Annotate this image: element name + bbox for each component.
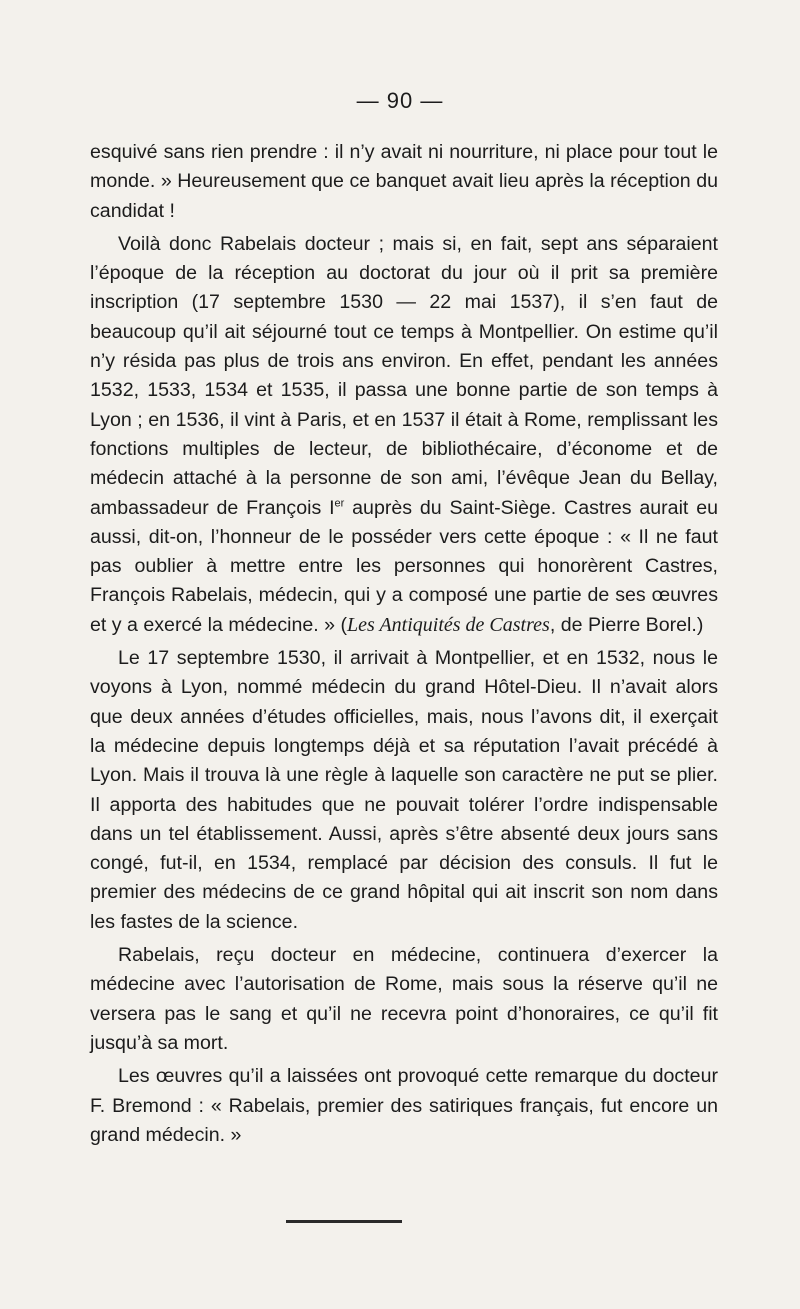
paragraph-2 bbox=[90, 230, 718, 640]
end-rule-divider bbox=[286, 1220, 402, 1223]
ordinal-superscript: er bbox=[334, 497, 345, 510]
book-title-italic: Les Antiquités de Castres bbox=[347, 613, 550, 636]
paragraph-3: Le 17 septembre 1530, il arrivait à Montpellier, et en 1532, nous le voyons à Lyon, nommé médecin du grand Hôtel-Dieu. Il n’avait alors que deux années d’études officielles, mais, nous l’avons dit, il exerçait la médecine depuis longtemps déjà et sa réputation l’avait précédé à Lyon. Mais il trouva là une règle à laquelle son caractère ne put se plier. Il apporta des habitudes que ne pouvait tolérer l’ordre indispensable dans un tel établissement. Aussi, après s’être absenté deux jours sans congé, fut-il, en 1534, remplacé par décision des consuls. Il fut le premier des médecins de ce grand hôpital qui ait inscrit son nom dans les fastes de la science. bbox=[90, 647, 718, 933]
paragraph-2-text: Voilà donc Rabelais docteur ; mais si, en fait, sept ans séparaient l’époque de la réception au doctorat du jour où il prit sa première inscription (17 septembre 1530 — 22 mai 1537), il s’en faut de beaucoup qu’il ait séjourné tout ce temps à Montpellier. On estime qu’il n’y résida pas plus de trois ans environ. En effet, pendant les années 1532, 1533, 1534 et 1535, il passa une bonne partie de son temps à Lyon ; en 1536, il vint à Paris, et en 1537 il était à Rome, remplissant les fonctions multiples de lecteur, de bibliothécaire, d’économe et de médecin attaché à la personne de son ami, l’évêque Jean du Bellay, ambassadeur de François I bbox=[90, 232, 718, 519]
paragraph-4: Rabelais, reçu docteur en médecine, continuera d’exercer la médecine avec l’autorisation de Rome, mais sous la réserve qu’il ne versera pas le sang et qu’il ne recevra point d’honoraires, ce qu’il fit jusqu’à sa mort. bbox=[90, 944, 718, 1054]
paragraph-2-continued: auprès du Saint-Siège. Castres aurait eu aussi, dit-on, l’honneur de le posséder vers cette époque : « Il ne faut pas oublier à mettre entre les personnes qui honorèrent Castres, François Rabelais, médecin, qui y a composé une partie de ses œuvres et y a exercé la médecine. » ( bbox=[90, 496, 718, 636]
paragraph-2-end: , de Pierre Borel.) bbox=[549, 613, 704, 636]
paragraph-5: Les œuvres qu’il a laissées ont provoqué cette remarque du docteur F. Bremond : « Rabelais, premier des satiriques français, fut encore un grand médecin. » bbox=[90, 1065, 718, 1146]
page-number: — 90 — bbox=[356, 88, 444, 113]
paragraph-1: esquivé sans rien prendre : il n’y avait ni nourriture, ni place pour tout le monde. » Heureusement que ce banquet avait lieu après la réception du candidat ! bbox=[90, 141, 718, 222]
body-text bbox=[90, 138, 718, 1154]
